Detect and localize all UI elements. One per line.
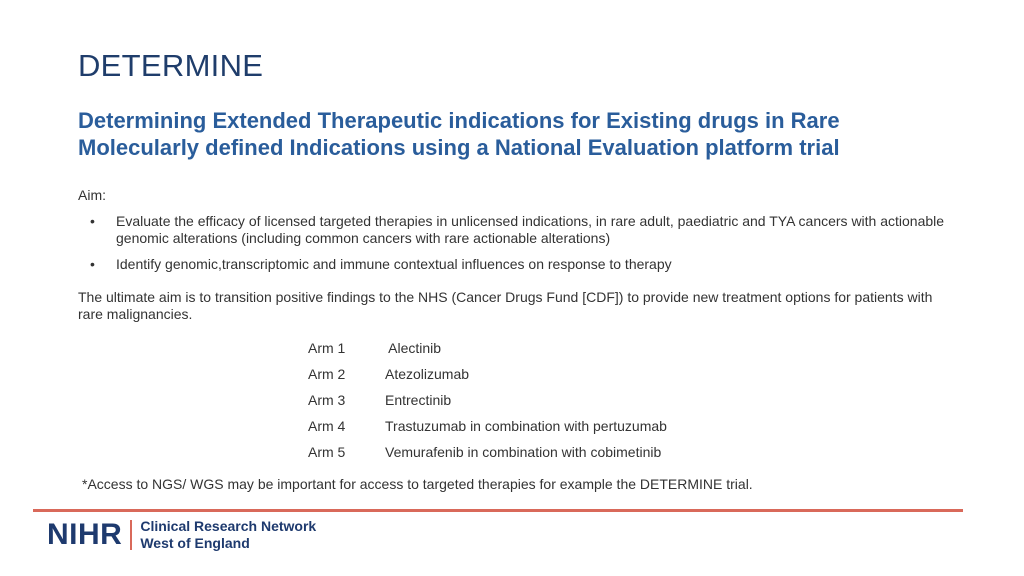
aim-bullet-list (78, 213, 948, 282)
footer-divider (33, 509, 963, 512)
bullet-icon: • (90, 213, 95, 229)
arm-row (308, 391, 667, 417)
logo-line-2: West of England (140, 535, 250, 551)
arm-drug: Atezolizumab (385, 366, 470, 382)
arm-label: Arm 1 (308, 340, 346, 356)
arms-table (308, 339, 667, 469)
aim-bullet-item (78, 213, 948, 247)
arm-drug: Trastuzumab in combination with pertuzumab (385, 418, 667, 434)
aim-bullet-text: Evaluate the efficacy of licensed targeted therapies in unlicensed indications, in rare adult, paediatric and TYA cancers with actionable genomic alterations (including common cancers with rare actionable alterations) (116, 213, 945, 246)
arm-row (308, 339, 667, 365)
arm-drug: Vemurafenib in combination with cobimetinib (385, 444, 662, 460)
arm-label: Arm 2 (308, 366, 346, 382)
arm-label: Arm 5 (308, 444, 346, 460)
page-title: DETERMINE (78, 48, 264, 83)
arm-label: Arm 3 (308, 392, 346, 408)
logo-line-1: Clinical Research Network (140, 518, 317, 534)
logo-text (140, 518, 316, 552)
aim-bullet-text: Identify genomic,transcriptomic and immune contextual influences on response to therapy (116, 256, 672, 272)
arm-row (308, 417, 667, 443)
logo-separator (130, 520, 132, 550)
arm-label: Arm 4 (308, 418, 346, 434)
arm-drug: Alectinib (385, 340, 442, 356)
arm-drug: Entrectinib (385, 392, 452, 408)
arm-row (308, 365, 667, 391)
arm-row (308, 443, 667, 469)
footnote: *Access to NGS/ WGS may be important for access to targeted therapies for example the DETERMINE trial. (82, 476, 753, 492)
ultimate-aim-text: The ultimate aim is to transition positive findings to the NHS (Cancer Drugs Fund [CDF]) to provide new treatment options for patients with rare malignancies. (78, 289, 933, 322)
page-subtitle: Determining Extended Therapeutic indications for Existing drugs in Rare Molecularly defined Indications using a National Evaluation platform trial (78, 108, 840, 160)
nihr-logo (47, 518, 316, 552)
nihr-logo-mark: NIHR (47, 518, 123, 551)
aim-label: Aim: (78, 187, 106, 203)
bullet-icon: • (90, 256, 95, 272)
aim-bullet-item (78, 256, 948, 273)
